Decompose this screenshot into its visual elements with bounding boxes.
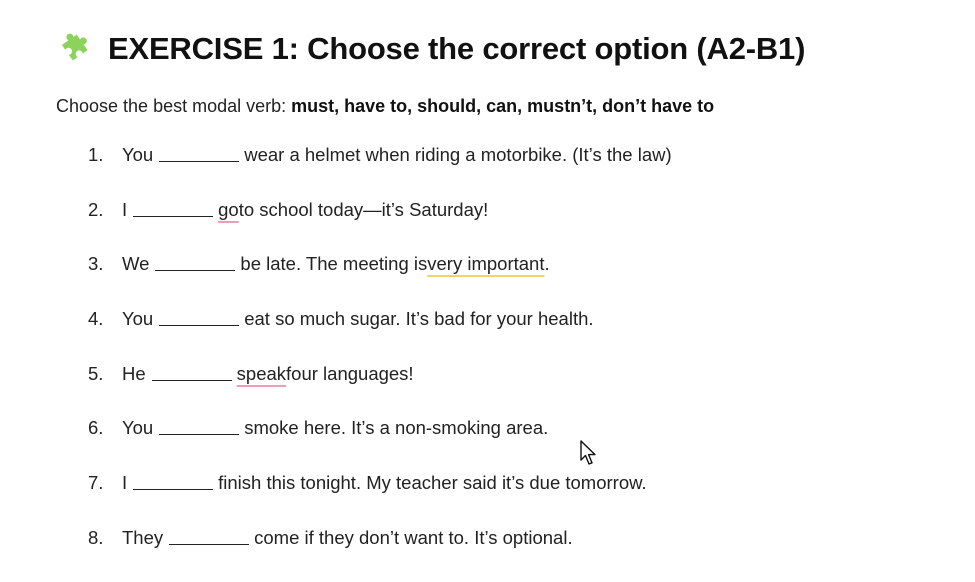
answer-blank[interactable] — [152, 363, 232, 381]
modal-verb-options: must, have to, should, can, mustn’t, don’t have to — [291, 96, 715, 116]
list-item: 8. They come if they don’t want to. It’s optional. — [88, 526, 573, 548]
page-title: EXERCISE 1: Choose the correct option (A2-B1) — [108, 31, 806, 66]
mouse-pointer-icon — [580, 440, 598, 466]
puzzle-piece-icon — [60, 32, 94, 66]
grammar-mark: very important — [427, 253, 545, 275]
answer-blank[interactable] — [133, 199, 213, 217]
instruction-prefix: Choose the best modal verb: — [56, 96, 292, 116]
list-item: 2. I go to school today—it’s Saturday! — [88, 198, 489, 220]
answer-blank[interactable] — [159, 144, 239, 162]
list-item: 3. We be late. The meeting is very important . — [88, 253, 550, 275]
exercise-list — [88, 144, 672, 582]
answer-blank[interactable] — [169, 527, 249, 545]
answer-blank[interactable] — [155, 253, 235, 271]
answer-blank[interactable] — [159, 308, 239, 326]
spelling-mark: go — [218, 198, 239, 220]
list-item: 6. You smoke here. It’s a non-smoking area. — [88, 417, 549, 439]
instruction-text — [56, 96, 714, 117]
list-item: 5. He speak four languages! — [88, 362, 414, 384]
list-item: 4. You eat so much sugar. It’s bad for your health. — [88, 308, 594, 330]
exercise-header — [60, 28, 805, 70]
spelling-mark: speak — [236, 362, 287, 384]
answer-blank[interactable] — [159, 417, 239, 435]
list-item: 7. I finish this tonight. My teacher said it’s due tomorrow. — [88, 472, 647, 494]
list-item: 1. You wear a helmet when riding a motorbike. (It’s the law) — [88, 144, 672, 165]
answer-blank[interactable] — [133, 472, 213, 490]
